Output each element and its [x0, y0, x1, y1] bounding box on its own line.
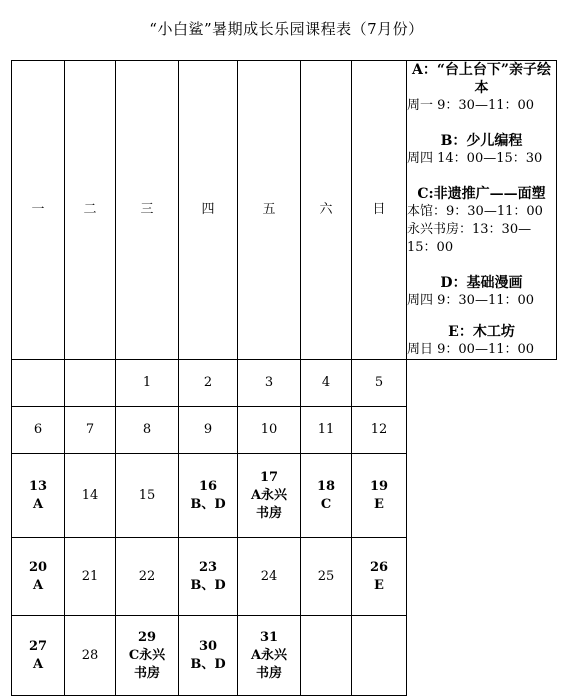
day-cell-content: [179, 478, 237, 514]
day-cell: [352, 616, 407, 696]
day-cell-content: [116, 374, 178, 392]
day-course-code: E: [374, 496, 384, 512]
day-cell-content: [116, 568, 178, 586]
day-cell-content: [301, 374, 351, 392]
day-cell-content: [238, 374, 300, 392]
course-c-name: C:非遗推广——面塑: [417, 186, 546, 202]
day-cell-content: [352, 478, 406, 514]
day-number: 25: [317, 568, 335, 584]
day-number: 31: [259, 629, 279, 645]
day-cell: [179, 360, 238, 407]
day-cell: [301, 538, 352, 616]
day-cell: [238, 407, 301, 454]
day-number: 20: [28, 559, 48, 575]
day-cell-content: [179, 638, 237, 674]
day-cell-content: [352, 374, 406, 392]
day-cell: [65, 360, 116, 407]
day-number: 10: [260, 422, 278, 437]
day-cell-content: [116, 421, 178, 439]
day-cell-content: [352, 421, 406, 439]
day-number: 15: [138, 487, 156, 503]
day-course-code: B、D: [190, 577, 226, 593]
course-a-name: A：“台上台下”亲子绘本: [412, 62, 551, 96]
course-d-name: D：基础漫画: [440, 275, 523, 291]
day-number: 29: [137, 629, 157, 645]
day-course-code: A: [32, 656, 44, 672]
day-cell: [12, 538, 65, 616]
day-cell-content: [179, 421, 237, 439]
day-number: 23: [198, 559, 218, 575]
weekday-tue: 二: [65, 61, 116, 360]
day-cell: [238, 360, 301, 407]
day-number: 14: [81, 487, 99, 503]
day-cell-content: [12, 638, 64, 674]
week-row: [12, 407, 557, 454]
day-cell-content: [12, 559, 64, 595]
week-row: [12, 454, 557, 538]
day-cell: [179, 538, 238, 616]
course-e-name: E：木工坊: [448, 324, 515, 340]
day-course-code: E: [374, 577, 384, 593]
day-number: 12: [370, 422, 388, 437]
day-number: 6: [33, 422, 43, 437]
day-course-code: B、D: [190, 496, 226, 512]
weekday-thu: 四: [179, 61, 238, 360]
course-legend: [407, 61, 557, 360]
day-cell: [179, 407, 238, 454]
day-cell: [352, 360, 407, 407]
schedule-table: [11, 60, 557, 696]
day-cell: [12, 360, 65, 407]
day-number: 22: [138, 568, 156, 584]
day-cell: [116, 616, 179, 696]
day-cell: [352, 407, 407, 454]
day-cell-content: [116, 629, 178, 683]
day-cell-content: [238, 421, 300, 439]
day-course-code: C: [320, 496, 332, 512]
day-cell: [116, 407, 179, 454]
day-cell-content: [116, 487, 178, 505]
week-row: [12, 538, 557, 616]
day-number: 9: [203, 422, 213, 437]
day-number: 24: [260, 568, 278, 584]
day-number: 19: [369, 478, 389, 494]
course-c-time-main: 本馆：9：30—11：00: [407, 204, 543, 219]
day-course-code: A: [32, 577, 44, 593]
day-cell-content: [65, 647, 115, 665]
day-cell-content: [238, 629, 300, 683]
weekday-sun: 日: [352, 61, 407, 360]
weekday-mon: 一: [12, 61, 65, 360]
day-number: 11: [317, 422, 335, 437]
day-cell: [65, 407, 116, 454]
day-number: 28: [81, 647, 99, 663]
weekday-wed: 三: [116, 61, 179, 360]
day-cell: [352, 538, 407, 616]
course-a-time: 周一 9：30—11：00: [407, 98, 535, 113]
day-cell: [179, 454, 238, 538]
weekday-header-row: [12, 61, 557, 360]
day-cell: [238, 538, 301, 616]
day-cell: [12, 454, 65, 538]
day-cell: [238, 616, 301, 696]
day-cell: [179, 616, 238, 696]
day-course-code: A永兴: [250, 647, 288, 663]
day-cell: [12, 616, 65, 696]
day-cell-content: [65, 487, 115, 505]
day-cell-content: [179, 374, 237, 392]
course-e-time: 周日 9：00—11：00: [407, 342, 535, 357]
day-cell: [116, 360, 179, 407]
day-course-code: B、D: [190, 656, 226, 672]
day-number: 17: [259, 469, 279, 485]
day-course-code: 书房: [255, 665, 282, 681]
day-cell: [352, 454, 407, 538]
day-number: 18: [316, 478, 336, 494]
day-cell-content: [301, 421, 351, 439]
day-number: 5: [374, 375, 384, 390]
day-cell-content: [65, 568, 115, 586]
day-cell: [301, 360, 352, 407]
day-cell: [65, 538, 116, 616]
day-cell: [65, 454, 116, 538]
day-cell: [301, 616, 352, 696]
day-cell-content: [238, 568, 300, 586]
day-course-code: 书房: [133, 665, 160, 681]
day-course-code: 书房: [255, 505, 282, 521]
day-cell: [116, 538, 179, 616]
course-d-time: 周四 9：30—11：00: [407, 293, 535, 308]
day-number: 4: [321, 375, 331, 390]
day-number: 1: [142, 375, 152, 390]
weekday-fri: 五: [238, 61, 301, 360]
day-cell-content: [12, 421, 64, 439]
weekday-sat: 六: [301, 61, 352, 360]
day-cell: [301, 407, 352, 454]
day-cell-content: [352, 559, 406, 595]
day-number: 30: [198, 638, 218, 654]
day-course-code: A永兴: [250, 487, 288, 503]
page-title: “小白鲨”暑期成长乐园课程表（7月份）: [149, 20, 424, 38]
day-cell: [116, 454, 179, 538]
week-row: [12, 360, 557, 407]
day-cell-content: [65, 421, 115, 439]
day-number: 27: [28, 638, 48, 654]
week-row: [12, 616, 557, 696]
day-course-code: A: [32, 496, 44, 512]
day-cell-content: [238, 469, 300, 523]
course-b-name: B：少儿编程: [440, 133, 523, 149]
day-cell: [301, 454, 352, 538]
course-b-time: 周四 14：00—15：30: [407, 151, 543, 166]
day-cell: [65, 616, 116, 696]
day-cell-content: [12, 478, 64, 514]
day-cell-content: [301, 478, 351, 514]
day-number: 2: [203, 375, 213, 390]
course-c-time-branch: 永兴书房：13：30—15：00: [407, 222, 532, 255]
day-cell-content: [301, 568, 351, 586]
day-number: 7: [85, 422, 95, 437]
day-course-code: C永兴: [128, 647, 166, 663]
day-cell: [238, 454, 301, 538]
day-number: 16: [198, 478, 218, 494]
day-number: 26: [369, 559, 389, 575]
day-cell-content: [179, 559, 237, 595]
day-number: 8: [142, 422, 152, 437]
day-number: 3: [264, 375, 274, 390]
day-number: 13: [28, 478, 48, 494]
day-cell: [12, 407, 65, 454]
day-number: 21: [81, 568, 99, 584]
